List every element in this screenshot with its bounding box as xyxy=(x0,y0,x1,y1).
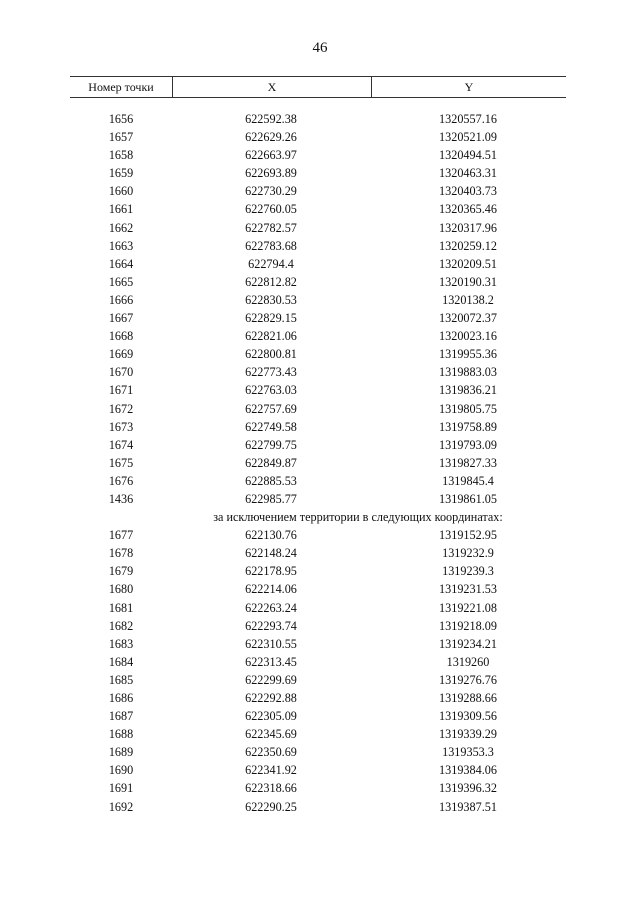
table-row xyxy=(70,798,566,816)
x-cell: 622345.69 xyxy=(245,727,297,742)
x-cell: 622757.69 xyxy=(245,401,297,416)
table-row xyxy=(70,454,566,472)
table-row xyxy=(70,562,566,580)
y-cell: 1319288.66 xyxy=(439,691,497,705)
table-row xyxy=(70,779,566,797)
point-number-cell: 1683 xyxy=(108,636,134,651)
table-row xyxy=(70,761,566,779)
point-number-cell: 1660 xyxy=(108,184,134,199)
point-number-cell: 1687 xyxy=(108,709,134,724)
y-cell: 1319221.08 xyxy=(439,600,497,615)
table-row xyxy=(70,743,566,761)
table-row xyxy=(70,526,566,544)
table-row xyxy=(70,635,566,653)
point-number-cell: 1692 xyxy=(108,799,134,814)
point-number-cell: 1658 xyxy=(108,148,134,163)
x-cell: 622305.09 xyxy=(245,709,297,724)
x-cell: 622773.43 xyxy=(245,365,297,380)
x-cell: 622629.26 xyxy=(245,130,297,145)
point-number-cell: 1680 xyxy=(108,582,134,597)
y-cell: 1319845.4 xyxy=(442,473,494,488)
point-number-cell: 1661 xyxy=(108,202,134,217)
x-cell: 622763.03 xyxy=(245,383,297,398)
point-number-cell: 1691 xyxy=(108,781,134,796)
point-number-cell: 1677 xyxy=(108,528,134,543)
exclusion-note: за исключением территории в следующих координатах: xyxy=(213,510,503,525)
table-row xyxy=(70,599,566,617)
x-cell: 622885.53 xyxy=(245,473,297,488)
table-row xyxy=(70,472,566,490)
x-cell: 622730.29 xyxy=(245,184,297,199)
point-number-cell: 1678 xyxy=(108,546,134,561)
y-cell: 1319805.75 xyxy=(439,401,497,416)
x-cell: 622290.25 xyxy=(245,799,297,814)
x-cell: 622293.74 xyxy=(245,618,297,633)
y-cell: 1320494.51 xyxy=(439,148,497,163)
point-number-cell: 1656 xyxy=(108,112,134,126)
y-cell: 1319276.76 xyxy=(439,672,497,687)
y-cell: 1319309.56 xyxy=(439,709,497,724)
table-row xyxy=(70,164,566,182)
x-cell: 622821.06 xyxy=(245,329,297,344)
x-cell: 622794.4 xyxy=(248,256,294,271)
x-cell: 622341.92 xyxy=(245,763,297,778)
point-number-cell: 1690 xyxy=(108,763,134,778)
table-row xyxy=(70,255,566,273)
y-cell: 1319758.89 xyxy=(439,419,497,434)
y-cell: 1320259.12 xyxy=(439,238,497,253)
y-cell: 1319218.09 xyxy=(439,618,497,633)
header-x: X xyxy=(172,77,372,97)
point-number-cell: 1669 xyxy=(108,347,134,362)
point-number-cell: 1667 xyxy=(108,311,134,326)
point-number-cell: 1670 xyxy=(108,365,134,380)
x-cell: 622799.75 xyxy=(245,437,297,452)
point-number-cell: 1671 xyxy=(108,383,134,398)
x-cell: 622313.45 xyxy=(245,654,297,669)
table-row xyxy=(70,490,566,508)
table-row xyxy=(70,345,566,363)
x-cell: 622318.66 xyxy=(245,781,297,796)
table-row xyxy=(70,309,566,327)
y-cell: 1320463.31 xyxy=(439,166,497,181)
table-row xyxy=(70,689,566,707)
x-cell: 622800.81 xyxy=(245,347,297,362)
point-number-cell: 1668 xyxy=(108,329,134,344)
point-number-cell: 1666 xyxy=(108,292,134,307)
y-cell: 1320317.96 xyxy=(439,220,497,235)
table-row xyxy=(70,544,566,562)
table-row xyxy=(70,436,566,454)
page-number: 46 xyxy=(312,40,328,56)
y-cell: 1319387.51 xyxy=(439,799,497,814)
point-number-cell: 1673 xyxy=(108,419,134,434)
point-number-cell: 1688 xyxy=(108,727,134,742)
point-number-cell: 1436 xyxy=(108,491,134,506)
y-cell: 1320365.46 xyxy=(439,202,497,217)
x-cell: 622310.55 xyxy=(245,636,297,651)
point-number-cell: 1665 xyxy=(108,274,134,289)
y-cell: 1320557.16 xyxy=(439,112,497,126)
table-row xyxy=(70,110,566,128)
table-row xyxy=(70,707,566,725)
y-cell: 1319396.32 xyxy=(439,781,497,796)
table-row xyxy=(70,381,566,399)
y-cell: 1319955.36 xyxy=(439,347,497,362)
y-cell: 1319231.53 xyxy=(439,582,497,597)
y-cell: 1319239.3 xyxy=(442,564,494,579)
point-number-cell: 1681 xyxy=(108,600,134,615)
x-cell: 622592.38 xyxy=(245,112,297,126)
x-cell: 622830.53 xyxy=(245,292,297,307)
table-row xyxy=(70,617,566,635)
table-row xyxy=(70,237,566,255)
x-cell: 622299.69 xyxy=(245,672,297,687)
y-cell: 1319836.21 xyxy=(439,383,497,398)
point-number-cell: 1686 xyxy=(108,691,134,705)
y-cell: 1319883.03 xyxy=(439,365,497,380)
y-cell: 1320190.31 xyxy=(439,274,497,289)
x-cell: 622849.87 xyxy=(245,455,297,470)
x-cell: 622263.24 xyxy=(245,600,297,615)
point-number-cell: 1689 xyxy=(108,745,134,760)
x-cell: 622130.76 xyxy=(245,528,297,543)
table-row xyxy=(70,418,566,436)
coordinates-table-body xyxy=(70,110,566,816)
x-cell: 622178.95 xyxy=(245,564,297,579)
y-cell: 1319353.3 xyxy=(442,745,494,760)
x-cell: 622829.15 xyxy=(245,311,297,326)
point-number-cell: 1664 xyxy=(108,256,134,271)
point-number-cell: 1685 xyxy=(108,672,134,687)
y-cell: 1319827.33 xyxy=(439,455,497,470)
y-cell: 1320403.73 xyxy=(439,184,497,199)
x-cell: 622812.82 xyxy=(245,274,297,289)
table-row xyxy=(70,653,566,671)
x-cell: 622782.57 xyxy=(245,220,297,235)
x-cell: 622985.77 xyxy=(245,491,297,506)
x-cell: 622760.05 xyxy=(245,202,297,217)
y-cell: 1320023.16 xyxy=(439,329,497,344)
x-cell: 622783.68 xyxy=(245,238,297,253)
y-cell: 1319384.06 xyxy=(439,763,497,778)
x-cell: 622148.24 xyxy=(245,546,297,561)
y-cell: 1320209.51 xyxy=(439,256,497,271)
table-row xyxy=(70,128,566,146)
point-number-cell: 1672 xyxy=(108,401,134,416)
y-cell: 1319234.21 xyxy=(439,636,497,651)
x-cell: 622350.69 xyxy=(245,745,297,760)
y-cell: 1320138.2 xyxy=(442,292,494,307)
table-row xyxy=(70,146,566,164)
y-cell: 1319152.95 xyxy=(439,528,497,543)
x-cell: 622292.88 xyxy=(245,691,297,705)
x-cell: 622214.06 xyxy=(245,582,297,597)
table-row xyxy=(70,363,566,381)
table-row xyxy=(70,291,566,309)
table-row xyxy=(70,200,566,218)
point-number-cell: 1679 xyxy=(108,564,134,579)
point-number-cell: 1674 xyxy=(108,437,134,452)
header-y: Y xyxy=(464,79,474,94)
header-point-number: Номер точки xyxy=(88,79,154,94)
point-number-cell: 1676 xyxy=(108,473,134,488)
y-cell: 1319861.05 xyxy=(439,491,497,506)
x-cell: 622663.97 xyxy=(245,148,297,163)
point-number-cell: 1682 xyxy=(108,618,134,633)
x-cell: 622749.58 xyxy=(245,419,297,434)
table-row xyxy=(70,182,566,200)
point-number-cell: 1675 xyxy=(108,455,134,470)
point-number-cell: 1662 xyxy=(108,220,134,235)
x-cell: 622693.89 xyxy=(245,166,297,181)
y-cell: 1320521.09 xyxy=(439,130,497,145)
table-row xyxy=(70,327,566,345)
table-header xyxy=(70,76,566,98)
table-row xyxy=(70,273,566,291)
point-number-cell: 1657 xyxy=(108,130,134,145)
table-row xyxy=(70,725,566,743)
table-row xyxy=(70,580,566,598)
y-cell: 1319232.9 xyxy=(442,546,494,561)
y-cell: 1319793.09 xyxy=(439,437,497,452)
y-cell: 1320072.37 xyxy=(439,311,497,326)
point-number-cell: 1659 xyxy=(108,166,134,181)
table-row xyxy=(70,400,566,418)
point-number-cell: 1684 xyxy=(108,654,134,669)
table-row xyxy=(70,219,566,237)
point-number-cell: 1663 xyxy=(108,238,134,253)
table-row xyxy=(70,671,566,689)
y-cell: 1319260 xyxy=(446,654,490,669)
y-cell: 1319339.29 xyxy=(439,727,497,742)
